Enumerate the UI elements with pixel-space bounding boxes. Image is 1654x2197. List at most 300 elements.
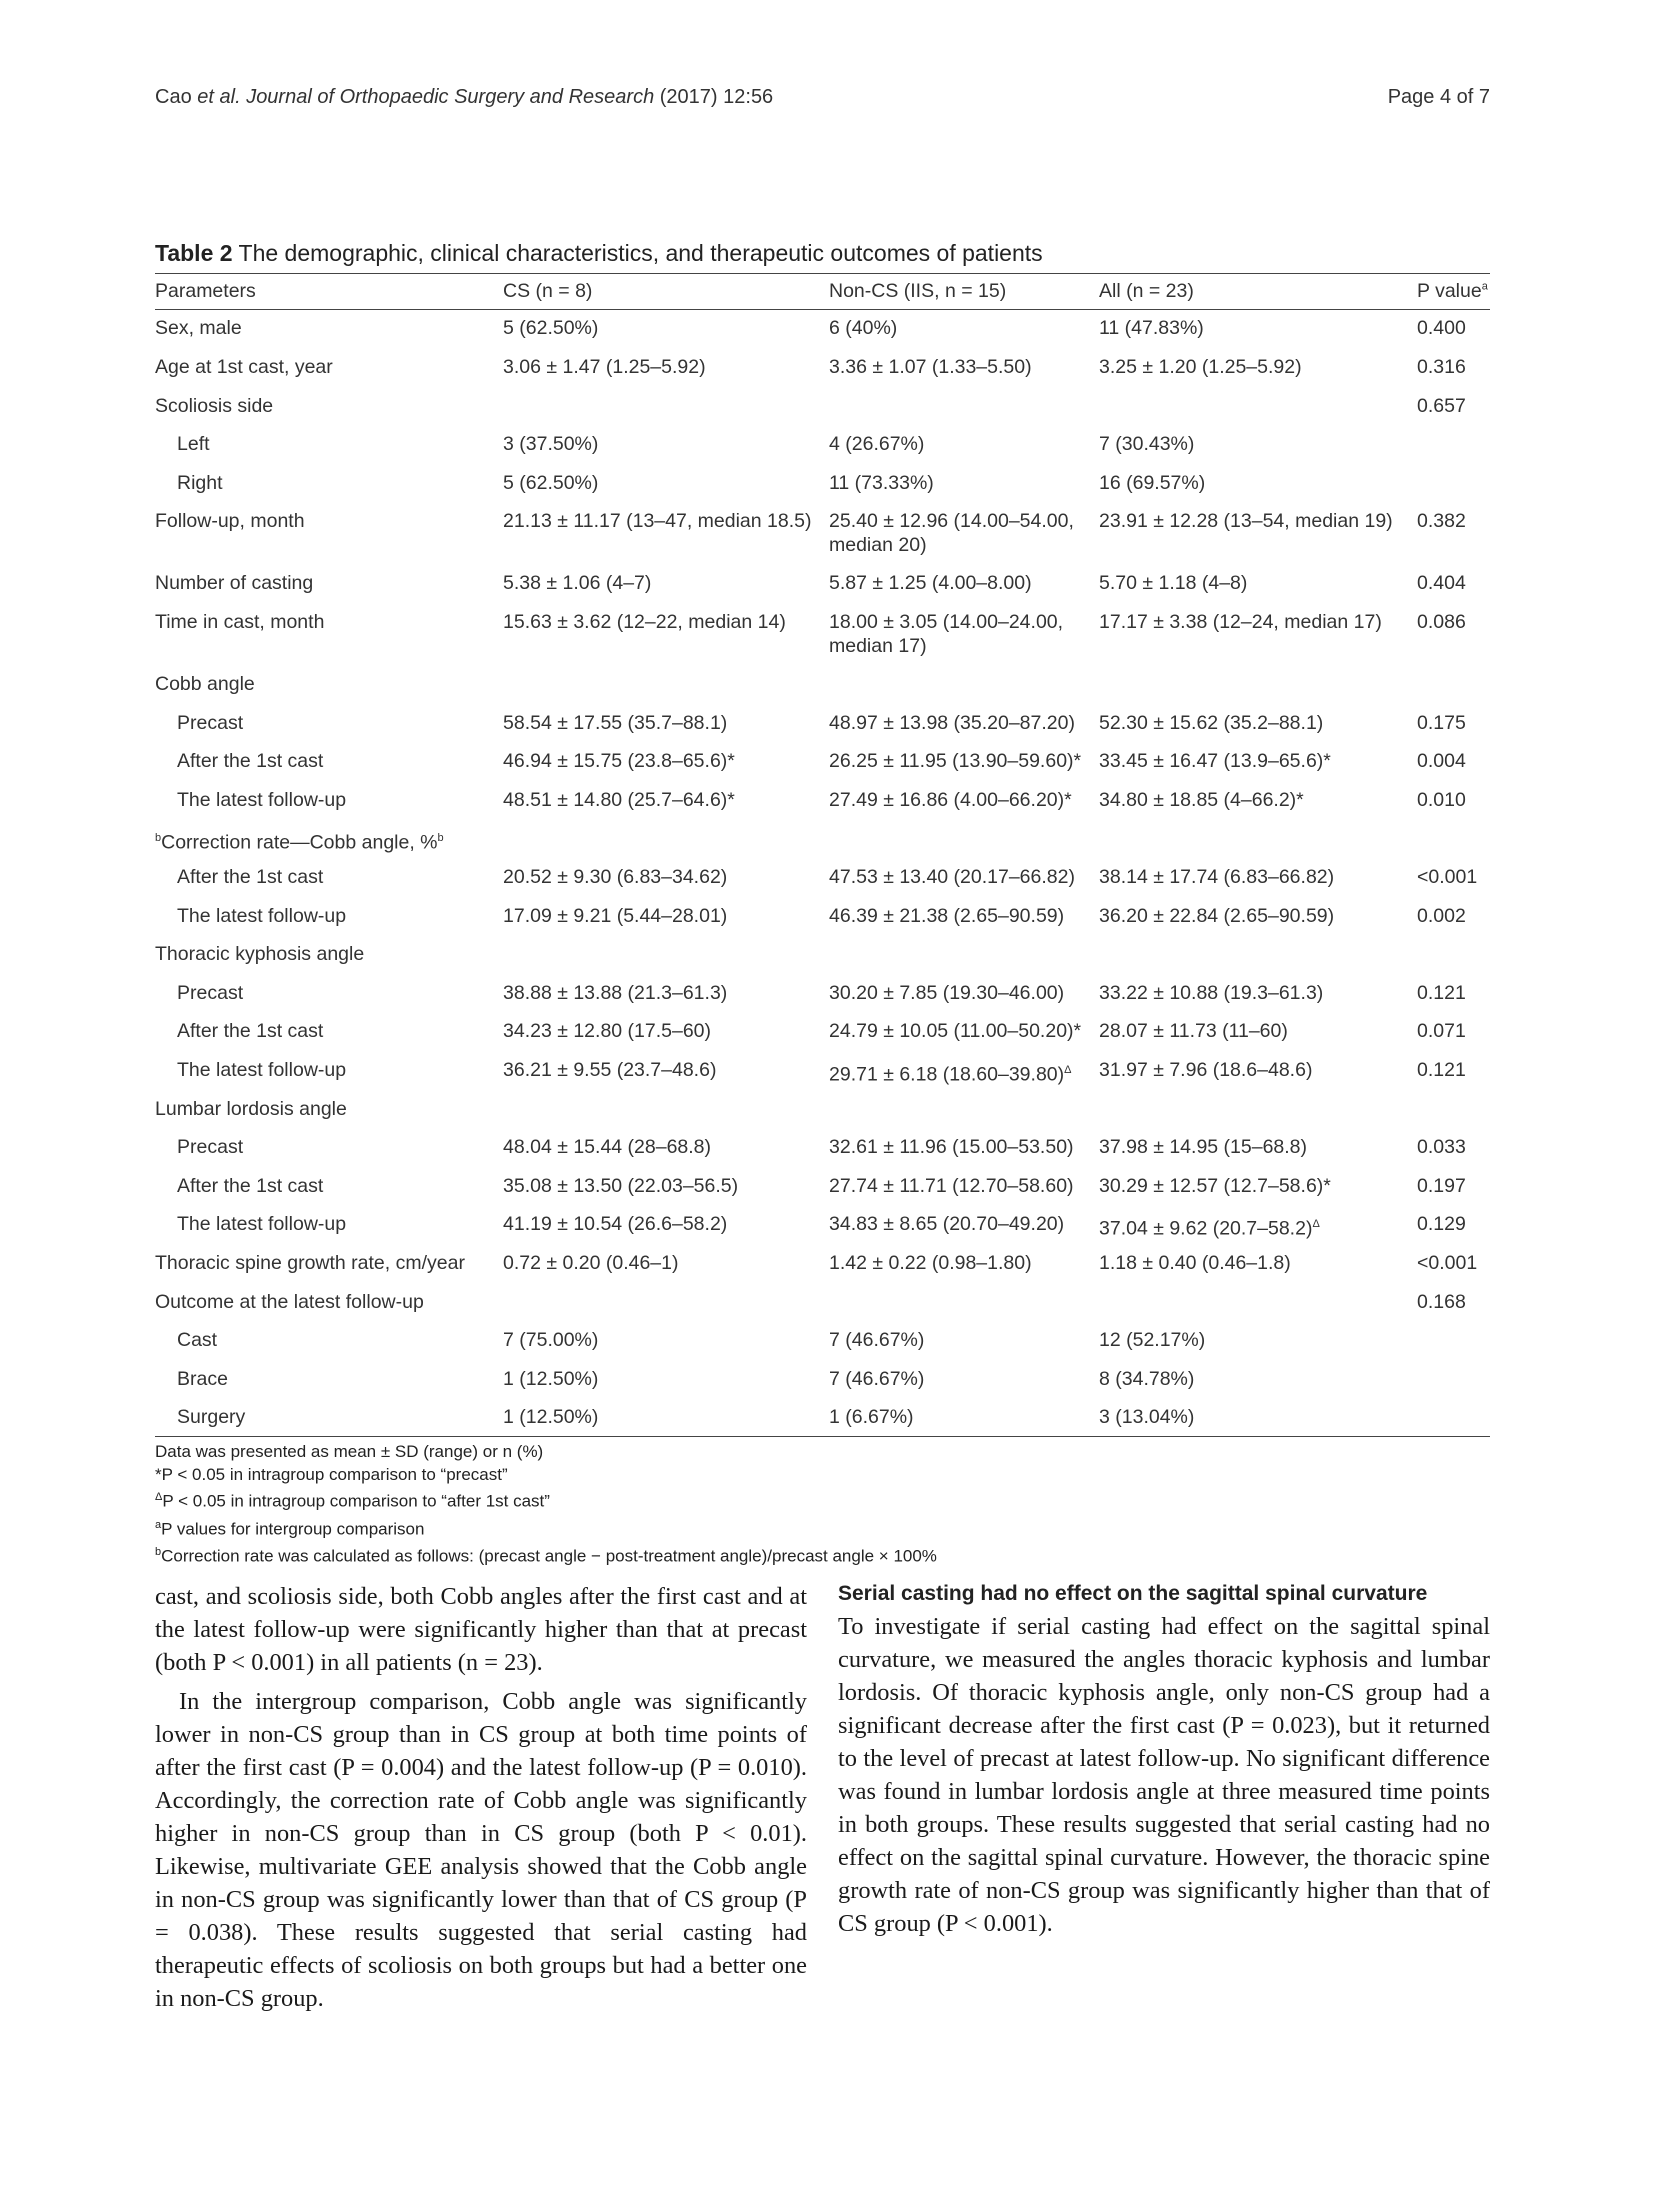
cell-all [1099, 665, 1417, 704]
cell-all-text: 37.04 ± 9.62 (20.7–58.2) [1099, 1217, 1313, 1240]
cell-cs [503, 1128, 829, 1167]
cell-all [1099, 1090, 1417, 1129]
cell-all [1099, 564, 1417, 603]
cell-p-value-text: 0.404 [1417, 572, 1466, 595]
cell-cs-text: 34.23 ± 12.80 (17.5–60) [503, 1020, 712, 1043]
authors: Cao [155, 86, 192, 108]
table-row [155, 742, 1490, 781]
cell-parameter-text: Cast [177, 1329, 218, 1352]
table-row [155, 1012, 1490, 1051]
table-row [155, 819, 1490, 858]
cell-noncs-text: 29.71 ± 6.18 (18.60–39.80) [829, 1063, 1065, 1086]
cell-all [1099, 310, 1417, 349]
footnote [155, 1464, 1490, 1487]
table-row [155, 974, 1490, 1013]
cell-cs [503, 603, 829, 665]
cell-parameter [155, 819, 503, 858]
cell-cs-text: 58.54 ± 17.55 (35.7–88.1) [503, 711, 728, 734]
cell-noncs [829, 704, 1099, 743]
cell-all [1099, 1167, 1417, 1206]
cell-all [1099, 348, 1417, 387]
cell-cs-text: 3.06 ± 1.47 (1.25–5.92) [503, 356, 706, 379]
cell-parameter [155, 1012, 503, 1051]
footnote-sup: Δ [155, 1491, 163, 1504]
cell-p-value-text: 0.129 [1417, 1213, 1466, 1236]
cell-p-value-text: 0.168 [1417, 1290, 1466, 1313]
cell-cs [503, 1012, 829, 1051]
cell-parameter [155, 1167, 503, 1206]
cell-parameter-text: Thoracic kyphosis angle [155, 943, 365, 966]
cell-all-text: 37.98 ± 14.95 (15–68.8) [1099, 1136, 1308, 1159]
header-cs: CS (n = 8) [503, 274, 829, 310]
footnote-text: Correction rate was calculated as follows: (precast angle − post-treatment angle)/precast angle × 100% [161, 1546, 937, 1566]
cell-cs [503, 1283, 829, 1322]
cell-parameter-text: Precast [177, 981, 244, 1004]
table-row [155, 603, 1490, 665]
cell-parameter [155, 1090, 503, 1129]
cell-parameter-text: Precast [177, 1136, 244, 1159]
body-column-right [838, 1580, 1490, 1940]
cell-p-value [1417, 1051, 1490, 1090]
cell-cs [503, 897, 829, 936]
cell-p-value-text: 0.010 [1417, 788, 1466, 811]
table-caption [155, 240, 1490, 267]
value-sup: Δ [1312, 1218, 1320, 1231]
cell-cs-text: 5 (62.50%) [503, 471, 599, 494]
cell-p-value [1417, 1012, 1490, 1051]
table-footnotes [155, 1441, 1490, 1567]
cell-noncs-text: 6 (40%) [829, 317, 898, 339]
cell-cs-text: 5.38 ± 1.06 (4–7) [503, 572, 652, 595]
cell-p-value [1417, 425, 1490, 464]
cell-all-text: 23.91 ± 12.28 (13–54, median 19) [1099, 510, 1393, 533]
table-row [155, 425, 1490, 464]
cell-all-text: 52.30 ± 15.62 (35.2–88.1) [1099, 711, 1324, 734]
footnote-text: P < 0.05 in intragroup comparison to “after 1st cast” [162, 1492, 550, 1512]
cell-parameter [155, 1398, 503, 1437]
cell-noncs [829, 935, 1099, 974]
cell-p-value [1417, 464, 1490, 503]
footnote [155, 1514, 1490, 1541]
cell-p-value [1417, 858, 1490, 897]
value-sup: b [437, 832, 444, 845]
cell-p-value-text: 0.033 [1417, 1136, 1466, 1159]
journal-name: Journal of Orthopaedic Surgery and Research [246, 86, 655, 108]
cell-all-text: 11 (47.83%) [1099, 317, 1204, 339]
cell-all-text: 1.18 ± 0.40 (0.46–1.8) [1099, 1251, 1291, 1274]
cell-p-value [1417, 1321, 1490, 1360]
cell-parameter-text: Correction rate—Cobb angle, % [161, 831, 438, 854]
cell-noncs-text: 24.79 ± 10.05 (11.00–50.20)* [829, 1020, 1082, 1043]
cell-p-value [1417, 502, 1490, 564]
cell-p-value-text: 0.002 [1417, 904, 1466, 927]
journal-citation [155, 86, 773, 109]
cell-noncs [829, 897, 1099, 936]
cell-p-value-text: 0.316 [1417, 356, 1466, 379]
cell-parameter [155, 603, 503, 665]
cell-p-value-text: 0.004 [1417, 750, 1466, 773]
cell-all-text: 16 (69.57%) [1099, 471, 1206, 494]
cell-parameter-text: Number of casting [155, 572, 314, 595]
cell-parameter-text: Outcome at the latest follow-up [155, 1290, 424, 1313]
table-2 [155, 240, 1490, 1568]
cell-noncs-text: 47.53 ± 13.40 (20.17–66.82) [829, 866, 1075, 889]
label-sup: b [155, 832, 162, 845]
page-number: Page 4 of 7 [1387, 86, 1490, 108]
cell-noncs [829, 387, 1099, 426]
cell-noncs-text: 32.61 ± 11.96 (15.00–53.50) [829, 1136, 1074, 1159]
table-caption-text: The demographic, clinical characteristics, and therapeutic outcomes of patients [232, 240, 1043, 266]
cell-cs [503, 665, 829, 704]
cell-noncs-text: 7 (46.67%) [829, 1367, 925, 1390]
cell-noncs-text: 4 (26.67%) [829, 433, 925, 456]
cell-noncs [829, 819, 1099, 858]
cell-p-value [1417, 897, 1490, 936]
table-body [155, 310, 1490, 1437]
cell-noncs-text: 48.97 ± 13.98 (35.20–87.20) [829, 711, 1075, 734]
cell-p-value-text: 0.175 [1417, 711, 1466, 734]
cell-noncs-text: 18.00 ± 3.05 (14.00–24.00, median 17) [829, 611, 1064, 658]
cell-all [1099, 1321, 1417, 1360]
citation: (2017) 12:56 [659, 86, 774, 108]
cell-all-text: 33.22 ± 10.88 (19.3–61.3) [1099, 981, 1324, 1004]
footnote [155, 1486, 1490, 1513]
table-row [155, 858, 1490, 897]
cell-all [1099, 387, 1417, 426]
table-row [155, 665, 1490, 704]
cell-noncs [829, 425, 1099, 464]
cell-parameter [155, 1128, 503, 1167]
cell-cs [503, 1090, 829, 1129]
cell-all [1099, 1051, 1417, 1090]
cell-p-value [1417, 1090, 1490, 1129]
cell-all [1099, 1244, 1417, 1283]
cell-cs [503, 974, 829, 1013]
cell-noncs [829, 502, 1099, 564]
cell-cs [503, 1205, 829, 1244]
cell-cs-text: 35.08 ± 13.50 (22.03–56.5) [503, 1174, 739, 1197]
cell-cs [503, 1167, 829, 1206]
table-row [155, 704, 1490, 743]
cell-cs [503, 819, 829, 858]
table-row [155, 502, 1490, 564]
table-header-row [155, 274, 1490, 310]
cell-parameter [155, 781, 503, 820]
footnote-text: P values for intergroup comparison [161, 1519, 425, 1539]
cell-cs [503, 1360, 829, 1399]
table-row [155, 348, 1490, 387]
cell-cs [503, 935, 829, 974]
table-row [155, 564, 1490, 603]
cell-all [1099, 1128, 1417, 1167]
cell-all-text: 38.14 ± 17.74 (6.83–66.82) [1099, 866, 1335, 889]
cell-noncs [829, 1090, 1099, 1129]
cell-all-text: 34.80 ± 18.85 (4–66.2)* [1099, 788, 1304, 811]
cell-parameter-text: Left [177, 433, 210, 456]
cell-parameter [155, 1283, 503, 1322]
cell-noncs-text: 27.49 ± 16.86 (4.00–66.20)* [829, 788, 1072, 811]
cell-parameter [155, 348, 503, 387]
cell-parameter [155, 310, 503, 349]
header-p-value-sup: a [1481, 280, 1488, 293]
cell-all-text: 30.29 ± 12.57 (12.7–58.6)* [1099, 1174, 1331, 1197]
cell-noncs [829, 1012, 1099, 1051]
cell-noncs [829, 1128, 1099, 1167]
cell-parameter [155, 1051, 503, 1090]
cell-p-value-text: 0.071 [1417, 1020, 1466, 1043]
section-heading: Serial casting had no effect on the sagittal spinal curvature [838, 1582, 1428, 1605]
cell-p-value-text: <0.001 [1417, 866, 1478, 889]
cell-noncs-text: 34.83 ± 8.65 (20.70–49.20) [829, 1213, 1065, 1236]
cell-parameter [155, 974, 503, 1013]
cell-p-value-text: <0.001 [1417, 1251, 1478, 1274]
cell-cs [503, 1051, 829, 1090]
et-al: et al. [197, 86, 241, 108]
cell-all-text: 33.45 ± 16.47 (13.9–65.6)* [1099, 750, 1331, 773]
cell-parameter-text: Time in cast, month [155, 611, 325, 634]
cell-cs-text: 36.21 ± 9.55 (23.7–48.6) [503, 1059, 717, 1081]
cell-noncs [829, 858, 1099, 897]
cell-all [1099, 1360, 1417, 1399]
cell-p-value-text: 0.400 [1417, 317, 1466, 339]
cell-all [1099, 502, 1417, 564]
cell-all-text: 5.70 ± 1.18 (4–8) [1099, 572, 1248, 595]
cell-cs-text: 7 (75.00%) [503, 1329, 599, 1352]
cell-p-value [1417, 348, 1490, 387]
cell-all [1099, 742, 1417, 781]
cell-parameter-text: Cobb angle [155, 673, 255, 696]
cell-noncs [829, 781, 1099, 820]
cell-p-value [1417, 1205, 1490, 1244]
cell-noncs-text: 25.40 ± 12.96 (14.00–54.00, median 20) [829, 510, 1074, 557]
cell-noncs [829, 1321, 1099, 1360]
cell-noncs-text: 3.36 ± 1.07 (1.33–5.50) [829, 356, 1032, 379]
data-table [155, 273, 1490, 1437]
cell-all [1099, 1205, 1417, 1244]
value-sup: Δ [1064, 1064, 1072, 1076]
cell-cs-text: 48.04 ± 15.44 (28–68.8) [503, 1136, 712, 1159]
cell-parameter [155, 1360, 503, 1399]
cell-cs-text: 0.72 ± 0.20 (0.46–1) [503, 1251, 679, 1274]
footnote-text: Data was presented as mean ± SD (range) or n (%) [155, 1442, 544, 1462]
cell-parameter [155, 564, 503, 603]
cell-all-text: 28.07 ± 11.73 (11–60) [1099, 1020, 1288, 1043]
cell-p-value [1417, 974, 1490, 1013]
cell-cs-text: 1 (12.50%) [503, 1406, 599, 1429]
cell-noncs-text: 27.74 ± 11.71 (12.70–58.60) [829, 1174, 1074, 1197]
cell-parameter-text: The latest follow-up [177, 1059, 347, 1081]
footnote [155, 1441, 1490, 1464]
cell-noncs [829, 1360, 1099, 1399]
cell-cs [503, 781, 829, 820]
table-row [155, 1321, 1490, 1360]
cell-all [1099, 1398, 1417, 1437]
cell-parameter [155, 387, 503, 426]
cell-parameter [155, 1244, 503, 1283]
cell-parameter-text: Thoracic spine growth rate, cm/year [155, 1251, 465, 1274]
cell-all [1099, 819, 1417, 858]
table-caption-label: Table 2 [155, 240, 233, 266]
table-row [155, 1398, 1490, 1437]
cell-cs [503, 1244, 829, 1283]
cell-all [1099, 974, 1417, 1013]
cell-noncs-text: 7 (46.67%) [829, 1329, 925, 1352]
cell-noncs-text: 1.42 ± 0.22 (0.98–1.80) [829, 1251, 1032, 1274]
cell-noncs [829, 974, 1099, 1013]
cell-p-value-text: 0.382 [1417, 510, 1466, 533]
cell-p-value-text: 0.121 [1417, 1059, 1466, 1081]
cell-parameter [155, 935, 503, 974]
cell-all [1099, 858, 1417, 897]
cell-cs-text: 48.51 ± 14.80 (25.7–64.6)* [503, 788, 735, 811]
cell-noncs [829, 1244, 1099, 1283]
footnote-sup: a [155, 1518, 162, 1531]
table-row [155, 897, 1490, 936]
cell-parameter-text: The latest follow-up [177, 788, 347, 811]
cell-all [1099, 425, 1417, 464]
footnote-sup: b [155, 1545, 162, 1558]
cell-noncs [829, 348, 1099, 387]
cell-parameter-text: Age at 1st cast, year [155, 356, 333, 379]
cell-p-value [1417, 935, 1490, 974]
cell-parameter-text: After the 1st cast [177, 1174, 324, 1197]
table-row [155, 1051, 1490, 1090]
cell-noncs [829, 1283, 1099, 1322]
cell-cs-text: 21.13 ± 11.17 (13–47, median 18.5) [503, 510, 812, 533]
cell-all-text: 17.17 ± 3.38 (12–24, median 17) [1099, 611, 1382, 634]
cell-noncs-text: 1 (6.67%) [829, 1406, 914, 1429]
cell-parameter-text: Follow-up, month [155, 510, 305, 533]
cell-cs [503, 1398, 829, 1437]
cell-noncs-text: 46.39 ± 21.38 (2.65–90.59) [829, 904, 1065, 927]
cell-noncs [829, 464, 1099, 503]
cell-parameter [155, 897, 503, 936]
cell-cs-text: 17.09 ± 9.21 (5.44–28.01) [503, 904, 728, 927]
cell-parameter-text: Surgery [177, 1406, 246, 1429]
header-p-value [1417, 274, 1490, 310]
cell-noncs [829, 564, 1099, 603]
cell-cs [503, 425, 829, 464]
table-row [155, 1283, 1490, 1322]
cell-noncs-text: 5.87 ± 1.25 (4.00–8.00) [829, 572, 1032, 595]
table-row [155, 1090, 1490, 1129]
cell-p-value [1417, 704, 1490, 743]
table-row [155, 464, 1490, 503]
cell-parameter-text: Brace [177, 1367, 228, 1390]
cell-all [1099, 1283, 1417, 1322]
cell-parameter [155, 1321, 503, 1360]
cell-cs-text: 3 (37.50%) [503, 433, 599, 456]
cell-noncs-text: 11 (73.33%) [829, 471, 934, 494]
cell-p-value [1417, 1244, 1490, 1283]
header-all: All (n = 23) [1099, 274, 1417, 310]
cell-all [1099, 704, 1417, 743]
cell-p-value [1417, 1167, 1490, 1206]
cell-parameter [155, 665, 503, 704]
cell-cs [503, 704, 829, 743]
table-row [155, 310, 1490, 349]
cell-all-text: 8 (34.78%) [1099, 1367, 1195, 1390]
cell-cs-text: 38.88 ± 13.88 (21.3–61.3) [503, 981, 728, 1004]
cell-all [1099, 897, 1417, 936]
cell-all [1099, 781, 1417, 820]
cell-parameter-text: After the 1st cast [177, 866, 324, 889]
table-row [155, 1244, 1490, 1283]
cell-cs-text: 41.19 ± 10.54 (26.6–58.2) [503, 1213, 728, 1236]
cell-parameter [155, 425, 503, 464]
table-row [155, 935, 1490, 974]
cell-all-text: 31.97 ± 7.96 (18.6–48.6) [1099, 1059, 1313, 1081]
cell-all-text: 36.20 ± 22.84 (2.65–90.59) [1099, 904, 1335, 927]
cell-parameter [155, 1205, 503, 1244]
cell-cs [503, 464, 829, 503]
cell-parameter-text: The latest follow-up [177, 904, 347, 927]
cell-cs-text: 1 (12.50%) [503, 1367, 599, 1390]
header-noncs: Non-CS (IIS, n = 15) [829, 274, 1099, 310]
cell-parameter [155, 464, 503, 503]
cell-cs-text: 46.94 ± 15.75 (23.8–65.6)* [503, 750, 735, 773]
cell-parameter [155, 704, 503, 743]
table-row [155, 1167, 1490, 1206]
cell-cs-text: 15.63 ± 3.62 (12–22, median 14) [503, 611, 786, 634]
cell-p-value-text: 0.121 [1417, 981, 1466, 1004]
cell-parameter-text: Scoliosis side [155, 394, 274, 417]
cell-p-value-text: 0.657 [1417, 394, 1466, 417]
table-row [155, 781, 1490, 820]
cell-cs-text: 5 (62.50%) [503, 317, 599, 339]
cell-p-value-text: 0.086 [1417, 611, 1466, 634]
cell-all-text: 7 (30.43%) [1099, 433, 1195, 456]
cell-cs [503, 387, 829, 426]
cell-p-value [1417, 665, 1490, 704]
right-paragraph-1: To investigate if serial casting had effect on the sagittal spinal curvature, we measured the angles thoracic kyphosis and lumbar lordosis. Of thoracic kyphosis angle, only non-CS group had a significant decrease after the first cast (P = 0.023), but it returned to the level of precast at latest follow-up. No significant difference was found in lumbar lordosis angle at three measured time points in both groups. These results suggested that serial casting had no effect on the sagittal spinal curvature. However, the thoracic spine growth rate of non-CS group was significantly higher than that of CS group (P < 0.001). [838, 1613, 1490, 1937]
cell-noncs [829, 1167, 1099, 1206]
cell-cs [503, 858, 829, 897]
cell-noncs [829, 310, 1099, 349]
cell-noncs-text: 30.20 ± 7.85 (19.30–46.00) [829, 981, 1065, 1004]
cell-p-value [1417, 742, 1490, 781]
cell-cs [503, 1321, 829, 1360]
cell-parameter [155, 502, 503, 564]
left-paragraph-1: cast, and scoliosis side, both Cobb angles after the first cast and at the latest follow-up were significantly higher than that at precast (both P < 0.001) in all patients (n = 23). [155, 1583, 807, 1676]
cell-all-text: 3 (13.04%) [1099, 1406, 1195, 1429]
cell-cs [503, 348, 829, 387]
cell-noncs [829, 1398, 1099, 1437]
cell-all [1099, 935, 1417, 974]
cell-cs-text: 20.52 ± 9.30 (6.83–34.62) [503, 866, 728, 889]
cell-noncs [829, 742, 1099, 781]
cell-p-value [1417, 564, 1490, 603]
cell-noncs [829, 1205, 1099, 1244]
cell-p-value [1417, 387, 1490, 426]
table-row [155, 1128, 1490, 1167]
left-paragraph-2: In the intergroup comparison, Cobb angle was significantly lower in non-CS group than in CS group at both time points of after the first cast (P = 0.004) and the latest follow-up (P = 0.010). Accordingly, the correction rate of Cobb angle was significantly higher in non-CS group than in CS group (both P < 0.01). Likewise, multivariate GEE analysis showed that the Cobb angle in non-CS group was significantly lower than that of CS group (P = 0.038). These results suggested that serial casting had therapeutic effects of scoliosis on both groups but had a better one in non-CS group. [155, 1688, 807, 2012]
cell-p-value [1417, 819, 1490, 858]
header-parameters: Parameters [155, 274, 503, 310]
cell-noncs [829, 603, 1099, 665]
cell-p-value [1417, 310, 1490, 349]
cell-p-value [1417, 781, 1490, 820]
cell-noncs [829, 1051, 1099, 1090]
cell-p-value [1417, 1360, 1490, 1399]
table-row [155, 1360, 1490, 1399]
cell-parameter [155, 858, 503, 897]
footnote [155, 1541, 1490, 1568]
cell-parameter-text: After the 1st cast [177, 1020, 324, 1043]
cell-p-value [1417, 1128, 1490, 1167]
cell-all [1099, 464, 1417, 503]
cell-noncs [829, 665, 1099, 704]
